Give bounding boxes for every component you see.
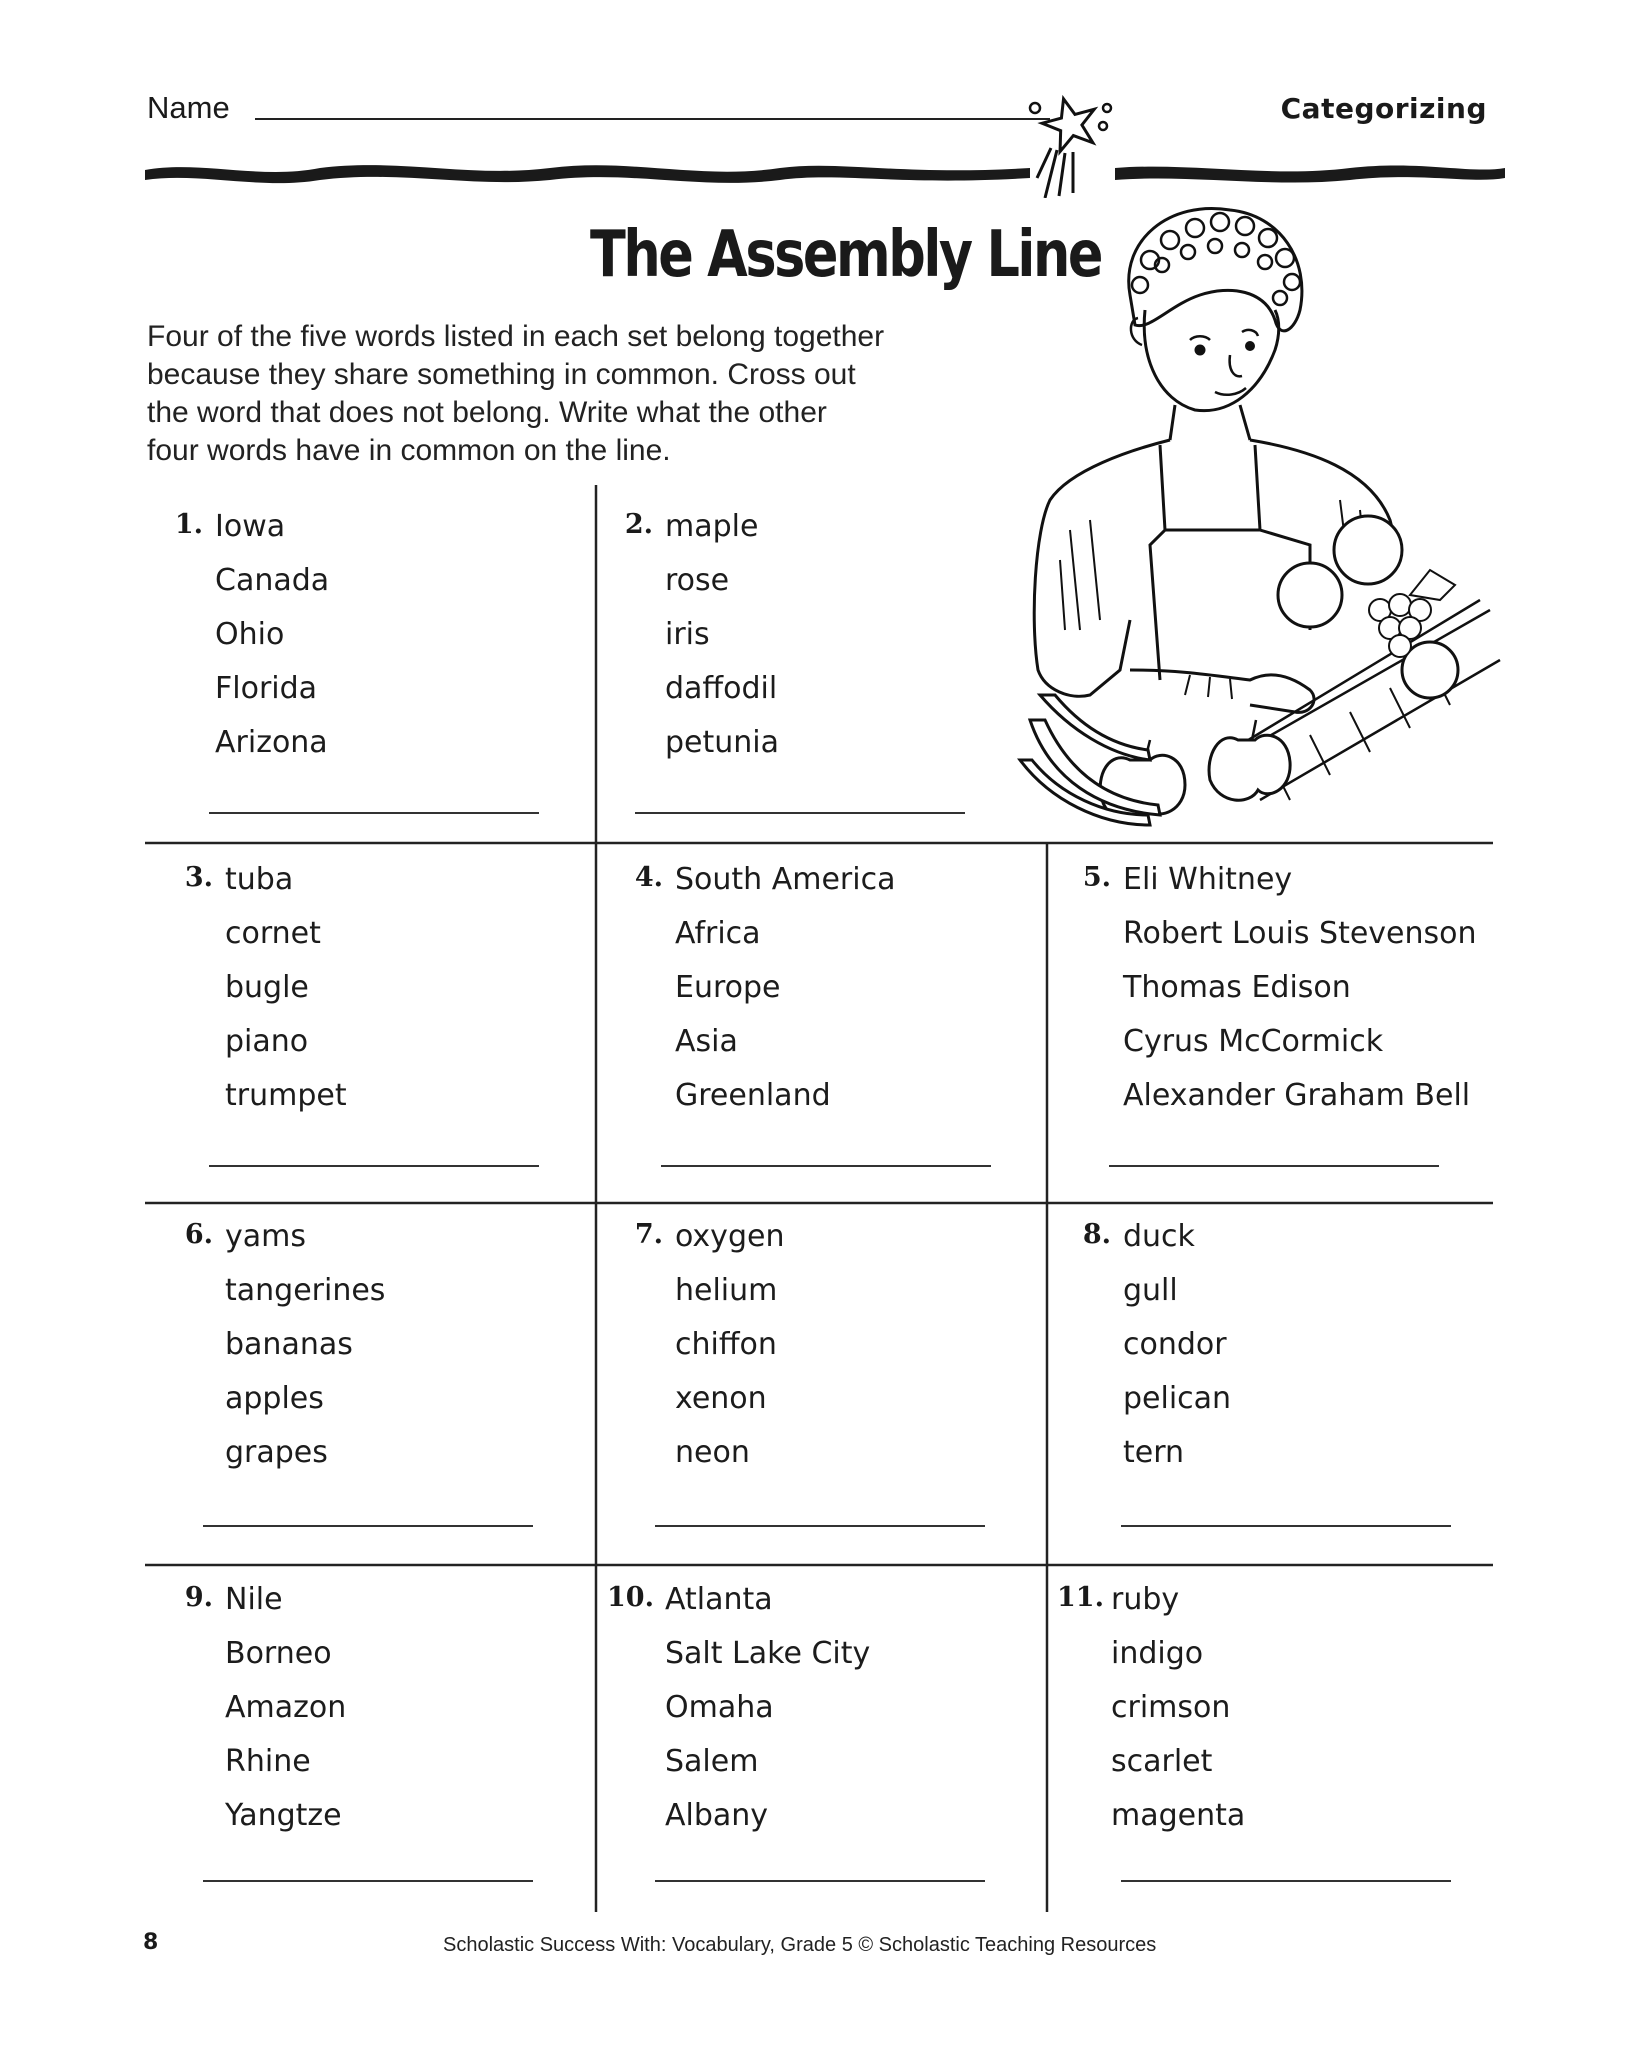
word-option[interactable]: Africa bbox=[675, 916, 761, 951]
footer-credit: Scholastic Success With: Vocabulary, Grade 5 © Scholastic Teaching Resources bbox=[443, 1934, 1157, 1956]
page-title: The Assembly Line bbox=[590, 218, 1101, 292]
word-option[interactable]: Albany bbox=[665, 1798, 769, 1833]
answer-line[interactable] bbox=[203, 1880, 533, 1882]
word-option[interactable]: trumpet bbox=[225, 1078, 347, 1113]
set-number: 2. bbox=[624, 509, 653, 540]
word-option[interactable]: Amazon bbox=[225, 1690, 347, 1725]
answer-line[interactable] bbox=[655, 1525, 985, 1527]
word-option[interactable]: Cyrus McCormick bbox=[1123, 1024, 1384, 1059]
set-number: 7. bbox=[634, 1219, 663, 1250]
word-option[interactable]: apples bbox=[225, 1381, 324, 1416]
instruction-line: the word that does not belong. Write what the other bbox=[147, 396, 827, 429]
word-option[interactable]: Robert Louis Stevenson bbox=[1123, 916, 1477, 951]
word-option[interactable]: gull bbox=[1123, 1273, 1178, 1308]
word-option[interactable]: tern bbox=[1123, 1435, 1185, 1470]
word-option[interactable]: pelican bbox=[1123, 1381, 1232, 1416]
word-option[interactable]: piano bbox=[225, 1024, 309, 1059]
word-option[interactable]: oxygen bbox=[675, 1219, 785, 1254]
word-option[interactable]: Alexander Graham Bell bbox=[1123, 1078, 1471, 1113]
answer-line[interactable] bbox=[1109, 1165, 1439, 1167]
word-option[interactable]: scarlet bbox=[1111, 1744, 1213, 1779]
set-number: 5. bbox=[1082, 862, 1111, 893]
word-option[interactable]: Eli Whitney bbox=[1123, 862, 1293, 897]
brush-stroke-left bbox=[145, 165, 1030, 183]
word-option[interactable]: Arizona bbox=[215, 725, 328, 760]
word-option[interactable]: Nile bbox=[225, 1582, 283, 1617]
word-option[interactable]: tuba bbox=[225, 862, 294, 897]
answer-line[interactable] bbox=[209, 812, 539, 814]
face bbox=[1144, 310, 1279, 411]
word-option[interactable]: Greenland bbox=[675, 1078, 831, 1113]
word-option[interactable]: Yangtze bbox=[225, 1798, 342, 1833]
word-option[interactable]: indigo bbox=[1111, 1636, 1204, 1671]
word-option[interactable]: helium bbox=[675, 1273, 778, 1308]
instruction-line: Four of the five words listed in each set belong together bbox=[147, 320, 885, 353]
set-number: 3. bbox=[184, 862, 213, 893]
worker-illustration bbox=[1010, 200, 1510, 830]
word-option[interactable]: Canada bbox=[215, 563, 330, 598]
brush-stroke-right bbox=[1115, 165, 1505, 182]
word-option[interactable]: chiffon bbox=[675, 1327, 777, 1362]
word-option[interactable]: duck bbox=[1123, 1219, 1195, 1254]
star-icon bbox=[1030, 92, 1111, 198]
word-option[interactable]: Asia bbox=[675, 1024, 738, 1059]
word-option[interactable]: crimson bbox=[1111, 1690, 1231, 1725]
answer-line[interactable] bbox=[1121, 1525, 1451, 1527]
word-option[interactable]: Europe bbox=[675, 970, 781, 1005]
word-option[interactable]: yams bbox=[225, 1219, 306, 1254]
word-option[interactable]: bananas bbox=[225, 1327, 353, 1362]
word-option[interactable]: petunia bbox=[665, 725, 780, 760]
word-option[interactable]: Omaha bbox=[665, 1690, 774, 1725]
set-number: 1. bbox=[174, 509, 203, 540]
word-option[interactable]: Borneo bbox=[225, 1636, 332, 1671]
word-option[interactable]: neon bbox=[675, 1435, 750, 1470]
name-label: Name bbox=[147, 90, 230, 125]
word-option[interactable]: iris bbox=[665, 617, 710, 652]
page-number: 8 bbox=[143, 1930, 159, 1955]
word-option[interactable]: Iowa bbox=[215, 509, 286, 544]
category-label: Categorizing bbox=[1280, 92, 1487, 125]
set-number: 6. bbox=[184, 1219, 213, 1250]
answer-line[interactable] bbox=[203, 1525, 533, 1527]
answer-line[interactable] bbox=[661, 1165, 991, 1167]
header-decoration bbox=[140, 88, 1510, 198]
word-option[interactable]: rose bbox=[665, 563, 730, 598]
word-option[interactable]: Ohio bbox=[215, 617, 285, 652]
orange-icon bbox=[1334, 516, 1402, 584]
word-option[interactable]: bugle bbox=[225, 970, 309, 1005]
word-option[interactable]: xenon bbox=[675, 1381, 767, 1416]
word-option[interactable]: magenta bbox=[1111, 1798, 1246, 1833]
set-number: 11. bbox=[1057, 1582, 1104, 1613]
word-option[interactable]: daffodil bbox=[665, 671, 778, 706]
word-option[interactable]: Florida bbox=[215, 671, 318, 706]
answer-line[interactable] bbox=[209, 1165, 539, 1167]
word-option[interactable]: Rhine bbox=[225, 1744, 311, 1779]
word-option[interactable]: cornet bbox=[225, 916, 321, 951]
word-option[interactable]: maple bbox=[665, 509, 759, 544]
answer-line[interactable] bbox=[635, 812, 965, 814]
instructions bbox=[147, 318, 1027, 470]
set-number: 8. bbox=[1082, 1219, 1111, 1250]
set-number: 9. bbox=[184, 1582, 213, 1613]
word-option[interactable]: condor bbox=[1123, 1327, 1227, 1362]
word-option[interactable]: Thomas Edison bbox=[1123, 970, 1351, 1005]
answer-line[interactable] bbox=[655, 1880, 985, 1882]
word-option[interactable]: Atlanta bbox=[665, 1582, 773, 1617]
word-option[interactable]: Salt Lake City bbox=[665, 1636, 871, 1671]
answer-line[interactable] bbox=[1121, 1880, 1451, 1882]
word-option[interactable]: ruby bbox=[1111, 1582, 1180, 1617]
set-number: 10. bbox=[607, 1582, 654, 1613]
set-number: 4. bbox=[634, 862, 663, 893]
word-option[interactable]: grapes bbox=[225, 1435, 328, 1470]
word-option[interactable]: tangerines bbox=[225, 1273, 386, 1308]
instruction-line: because they share something in common. Cross out bbox=[147, 358, 856, 391]
instruction-line: four words have in common on the line. bbox=[147, 434, 671, 467]
word-option[interactable]: Salem bbox=[665, 1744, 759, 1779]
apron bbox=[1150, 445, 1310, 680]
word-option[interactable]: South America bbox=[675, 862, 896, 897]
